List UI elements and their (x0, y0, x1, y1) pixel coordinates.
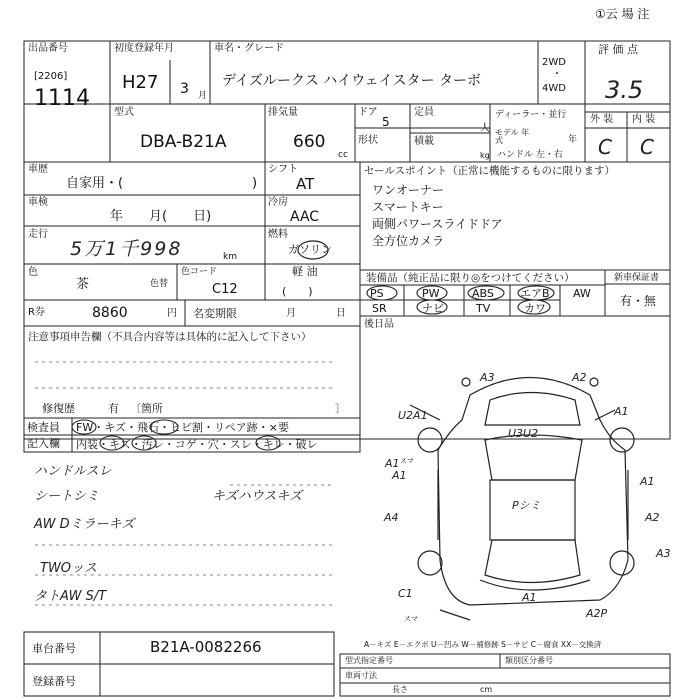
damage-note-rear: スマ (404, 615, 418, 623)
equip-navi: ナビ (422, 302, 444, 315)
shift-label: シフト (268, 164, 298, 175)
rating-score: 3.5 (605, 76, 644, 104)
lot-number: 1114 (34, 86, 90, 111)
handwritten-note-4: TWOッス (40, 561, 98, 576)
damage-mark-right-fender: A1 (614, 405, 629, 418)
warranty-value: 有・無 (620, 294, 657, 308)
damage-mark-right-rear: A3 (656, 547, 671, 560)
sales-point-4: 全方位カメラ (372, 234, 445, 248)
notes-label: 注意事項申告欄（不具合内容等は具体的に記入して下さい） (28, 331, 312, 343)
history-label: 車歴 (28, 164, 48, 175)
handwritten-note-2b: キズハウスキズ (212, 489, 303, 504)
shift-value: AT (296, 175, 315, 193)
mileage-value: 5万1千998 (70, 238, 183, 260)
sales-points-label: セールスポイント（正常に機能するものに限ります） (364, 165, 616, 177)
sales-point-3: 両側パワースライドドア (372, 217, 503, 231)
history-close: ) (252, 176, 258, 191)
displacement-unit: cc (338, 150, 348, 160)
damage-mark-left-rear-door: A4 (384, 511, 399, 524)
model-year-unit: 年 (568, 135, 578, 145)
recycle-label: R券 (28, 307, 45, 318)
handwritten-note-1: ハンドルスレ (34, 464, 112, 479)
handwritten-note-5: タトAW S/T (34, 589, 107, 604)
color-value: 茶 (76, 277, 90, 292)
length-unit: cm (480, 685, 493, 694)
history-value: 自家用・( (66, 176, 124, 191)
doors-label: ドア (358, 107, 378, 118)
first-reg-month-unit: 月 (198, 91, 208, 101)
recycle-value: 8860 (92, 305, 128, 321)
warranty-label: 新車保証書 (614, 273, 660, 283)
drive-2wd: 2WD (542, 57, 566, 68)
damage-mark-left-fender: U2A1 (398, 409, 428, 422)
load-unit: kg (480, 151, 490, 160)
repair-bracket-close: 〕 (335, 402, 346, 415)
equip-ps: PS (370, 287, 384, 300)
damage-mark-roof: Pシミ (512, 499, 541, 512)
inspector-row-1: FW・キズ・飛石・ヒビ割・リペア跡・×要 (76, 421, 289, 434)
class-number-label: 類別区分番号 (505, 656, 553, 665)
fuel-option1: ガソリン (288, 243, 332, 256)
validity-day: 日 (336, 308, 346, 319)
lot-label: 出品番号 (28, 43, 68, 54)
registration-label: 登録番号 (32, 675, 76, 688)
repair-bracket: 〔箇所 (130, 402, 163, 415)
damage-note-left: スマ (400, 457, 414, 465)
color-change-label: 色替 (150, 279, 169, 289)
first-reg-label: 初度登録年月 (114, 43, 174, 54)
equip-sr: SR (372, 302, 387, 315)
damage-mark-left-door: A1 (385, 457, 400, 470)
first-reg-month: 3 (180, 81, 189, 97)
handwritten-note-2: シートシミ (34, 489, 100, 504)
equip-leather: カワ (524, 302, 546, 315)
rating-ext: C (598, 135, 612, 159)
lot-sub: [2206] (34, 71, 68, 82)
rating-label: 評 価 点 (598, 43, 638, 56)
capacity-label: 定員 (414, 107, 434, 118)
inspector-label-2: 記入欄 (27, 437, 60, 450)
fuel-circle-mark (296, 239, 330, 261)
fuel-paren: ( ) (282, 285, 313, 298)
color-code: C12 (212, 282, 238, 297)
ac-value: AAC (290, 209, 320, 225)
dims-label: 車両寸法 (345, 671, 377, 680)
validity-month: 月 (286, 308, 296, 319)
header-corner: ①云 場 注 (595, 7, 650, 21)
equip-pw: PW (422, 287, 440, 300)
fuel-label: 燃料 (268, 229, 288, 240)
recycle-unit: 円 (167, 308, 177, 319)
later-items-label: 後日品 (364, 319, 394, 330)
damage-mark-front-right: A2 (572, 371, 587, 384)
mileage-unit: km (223, 252, 237, 262)
inspector-row-2: 内装・キズ・汚レ・コゲ・穴・スレ・キレ・破レ (76, 438, 318, 451)
damage-mark-rear-bumper: A1 (522, 591, 537, 604)
load-label: 積載 (414, 136, 434, 147)
model-value: DBA-B21A (140, 132, 227, 152)
model-year-label: モデル 年式 (495, 128, 530, 145)
inspector-label-1: 検査員 (27, 421, 60, 434)
sales-point-1: ワンオーナー (372, 183, 445, 197)
repair-value: 有 (108, 402, 119, 415)
handle-label: ハンドル 左・右 (497, 150, 563, 160)
length-label: 長さ (392, 685, 408, 694)
rating-int-label: 内 装 (632, 114, 656, 125)
damage-mark-rear-right: A2P (586, 607, 608, 620)
color-label: 色 (28, 267, 38, 278)
damage-mark-hood: U3U2 (508, 427, 539, 440)
inspection-label: 車検 (28, 197, 48, 208)
first-reg-year: H27 (122, 72, 159, 93)
type-number-label: 型式指定番号 (345, 656, 393, 665)
fuel-option2: 軽 油 (292, 265, 318, 278)
doors-value: 5 (382, 115, 390, 129)
inspection-value: 年 月( 日) (110, 209, 212, 224)
damage-mark-right-rear-door: A2 (645, 511, 660, 524)
damage-legend: A－キズ E－エクボ U－凹み W－補修跡 S－サビ C－腐食 XX－交換済 (364, 640, 602, 649)
model-label: 型式 (114, 107, 134, 118)
shape-label: 形状 (358, 135, 378, 146)
equipment-circle-marks (364, 285, 604, 315)
displacement-label: 排気量 (268, 107, 298, 118)
equip-abs: ABS (472, 287, 494, 300)
equip-airbag: エアB (520, 287, 550, 300)
car-name-label: 車名・グレード (214, 43, 284, 54)
damage-mark-left-rear: C1 (398, 587, 413, 600)
chassis-value: B21A-0082266 (150, 638, 262, 656)
drive-4wd: 4WD (542, 83, 566, 94)
equipment-label: 装備品（純正品に限り◎をつけてください） (366, 272, 575, 284)
sales-point-2: スマートキー (372, 200, 444, 214)
capacity-unit: 人 (480, 123, 490, 134)
mileage-label: 走行 (28, 229, 48, 240)
car-name-value: デイズルークス ハイウェイスター ターボ (222, 73, 481, 89)
damage-mark-left-door-2: A1 (392, 469, 407, 482)
chassis-label: 車台番号 (32, 642, 76, 655)
ac-label: 冷房 (268, 197, 288, 208)
rating-int: C (640, 135, 654, 159)
rating-ext-label: 外 装 (590, 114, 614, 125)
handwritten-note-3: AW Dミラーキズ (34, 517, 135, 532)
repair-label: 修復歴 (42, 402, 75, 415)
color-code-label: 色コード (181, 267, 218, 277)
equip-tv: TV (476, 302, 491, 315)
damage-mark-front-left: A3 (480, 371, 495, 384)
dealer-label: ディーラー・並行 (495, 110, 567, 120)
validity-label: 名変期限 (193, 307, 237, 320)
displacement-value: 660 (293, 132, 326, 152)
drive-dot: ・ (552, 69, 562, 80)
damage-mark-right-door: A1 (640, 475, 655, 488)
equip-aw: AW (573, 287, 591, 300)
inspector-circle-marks (72, 418, 362, 452)
